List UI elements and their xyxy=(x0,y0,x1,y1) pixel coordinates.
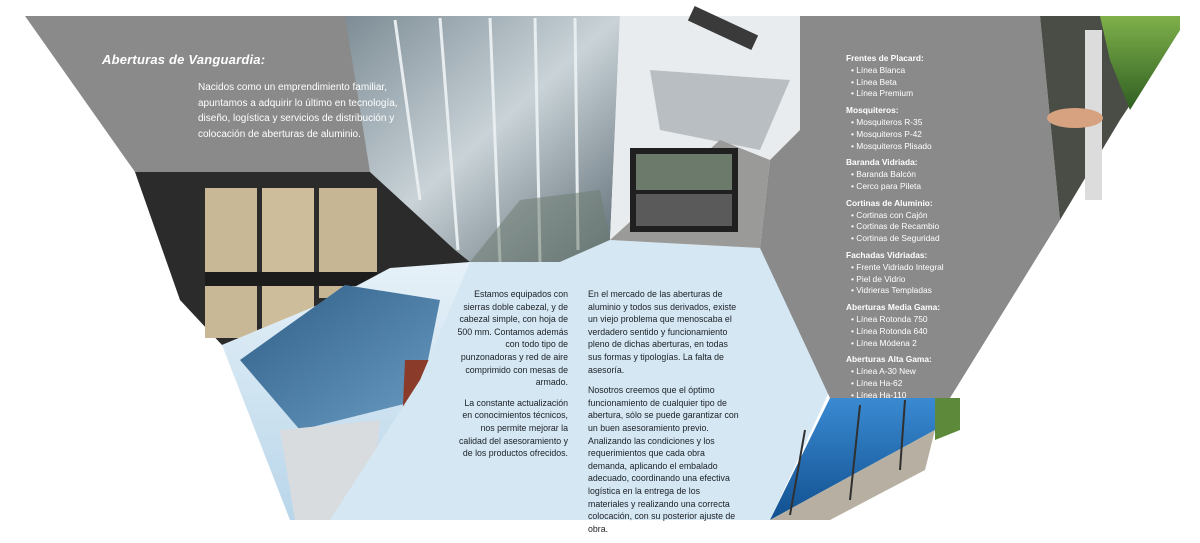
product-item: • Línea Módena 2 xyxy=(846,338,1046,350)
product-item: • Vidrieras Templadas xyxy=(846,285,1046,297)
product-item: • Mosquiteros R-35 xyxy=(846,117,1046,129)
garden-strip xyxy=(935,398,960,440)
market-paragraph: En el mercado de las aberturas de aluminio y todos sus derivados, existe un viejo problema que menoscaba el verdadero sentido y funcionamiento pleno de dichas aberturas, en todas sus formas y tipologías. La falta de asesoría. xyxy=(588,289,737,375)
product-item: • Cerco para Pileta xyxy=(846,181,1046,193)
advice-column xyxy=(588,288,740,543)
equipment-column xyxy=(456,288,568,468)
small-window-glass xyxy=(636,154,732,190)
product-item: • Cortinas de Recambio xyxy=(846,221,1046,233)
closet-stripe xyxy=(205,272,377,286)
product-item: • Línea Beta xyxy=(846,77,1046,89)
product-item: • Línea A-30 New xyxy=(846,366,1046,378)
product-item: • Mosquiteros P-42 xyxy=(846,129,1046,141)
category-alta-gama: Aberturas Alta Gama: xyxy=(846,354,932,365)
intro-title: Aberturas de Vanguardia: xyxy=(102,52,266,67)
equipment-paragraph: Estamos equipados con sierras doble cabezal, y de cabezal simple, con hoja de 500 mm. Contamos además con todo tipo de punzonadoras y red de aire comprimido con mesas de armado. xyxy=(457,289,568,388)
category-placard: Frentes de Placard: xyxy=(846,53,924,63)
product-item: • Cortinas con Cajón xyxy=(846,210,1046,222)
product-item: • Cortinas de Seguridad xyxy=(846,233,1046,245)
product-item: • Piel de Vidrio xyxy=(846,274,1046,286)
small-window-mesh xyxy=(636,194,732,226)
training-paragraph: La constante actualización en conocimientos técnicos, nos permite mejorar la calidad del asesoramiento y de los productos ofrecidos. xyxy=(458,397,568,459)
product-item: • Línea Ha-62 xyxy=(846,378,1046,390)
intro-text: Nacidos como un emprendimiento familiar, apuntamos a adquirir lo último en tecnología, diseño, logística y servicios de distribución y colocación de aberturas de aluminio. xyxy=(198,82,398,140)
category-cortinas: Cortinas de Aluminio: xyxy=(846,197,933,208)
product-list xyxy=(846,53,1046,402)
product-item: • Línea Rotonda 750 xyxy=(846,314,1046,326)
product-item: • Línea Ha-110 xyxy=(846,390,1046,402)
belief-paragraph: Nosotros creemos que el óptimo funcionamiento de cualquier tipo de abertura, sólo se puede garantizar con un buen asesoramiento previo. Analizando las condiciones y los requerimientos que cada obra demanda, aplicando el embalado adecuado, coordinando una efectiva logística en la entrega de los materiales y realizando una correcta colocación, con su posterior ajuste de obra. xyxy=(588,385,739,534)
product-item: • Línea Blanca xyxy=(846,65,1046,77)
product-item: • Línea Rotonda 640 xyxy=(846,326,1046,338)
product-item: • Baranda Balcón xyxy=(846,169,1046,181)
product-item: • Mosquiteros Plisado xyxy=(846,141,1046,153)
closet-panel-1 xyxy=(205,188,257,338)
category-baranda: Baranda Vidriada: xyxy=(846,157,918,168)
product-item: • Línea Premium xyxy=(846,88,1046,100)
category-media-gama: Aberturas Media Gama: xyxy=(846,302,941,313)
hand xyxy=(1047,108,1103,128)
product-item: • Frente Vidriado Integral xyxy=(846,262,1046,274)
category-fachadas: Fachadas Vidriadas: xyxy=(846,249,928,260)
category-mosquiteros: Mosquiteros: xyxy=(846,105,899,116)
